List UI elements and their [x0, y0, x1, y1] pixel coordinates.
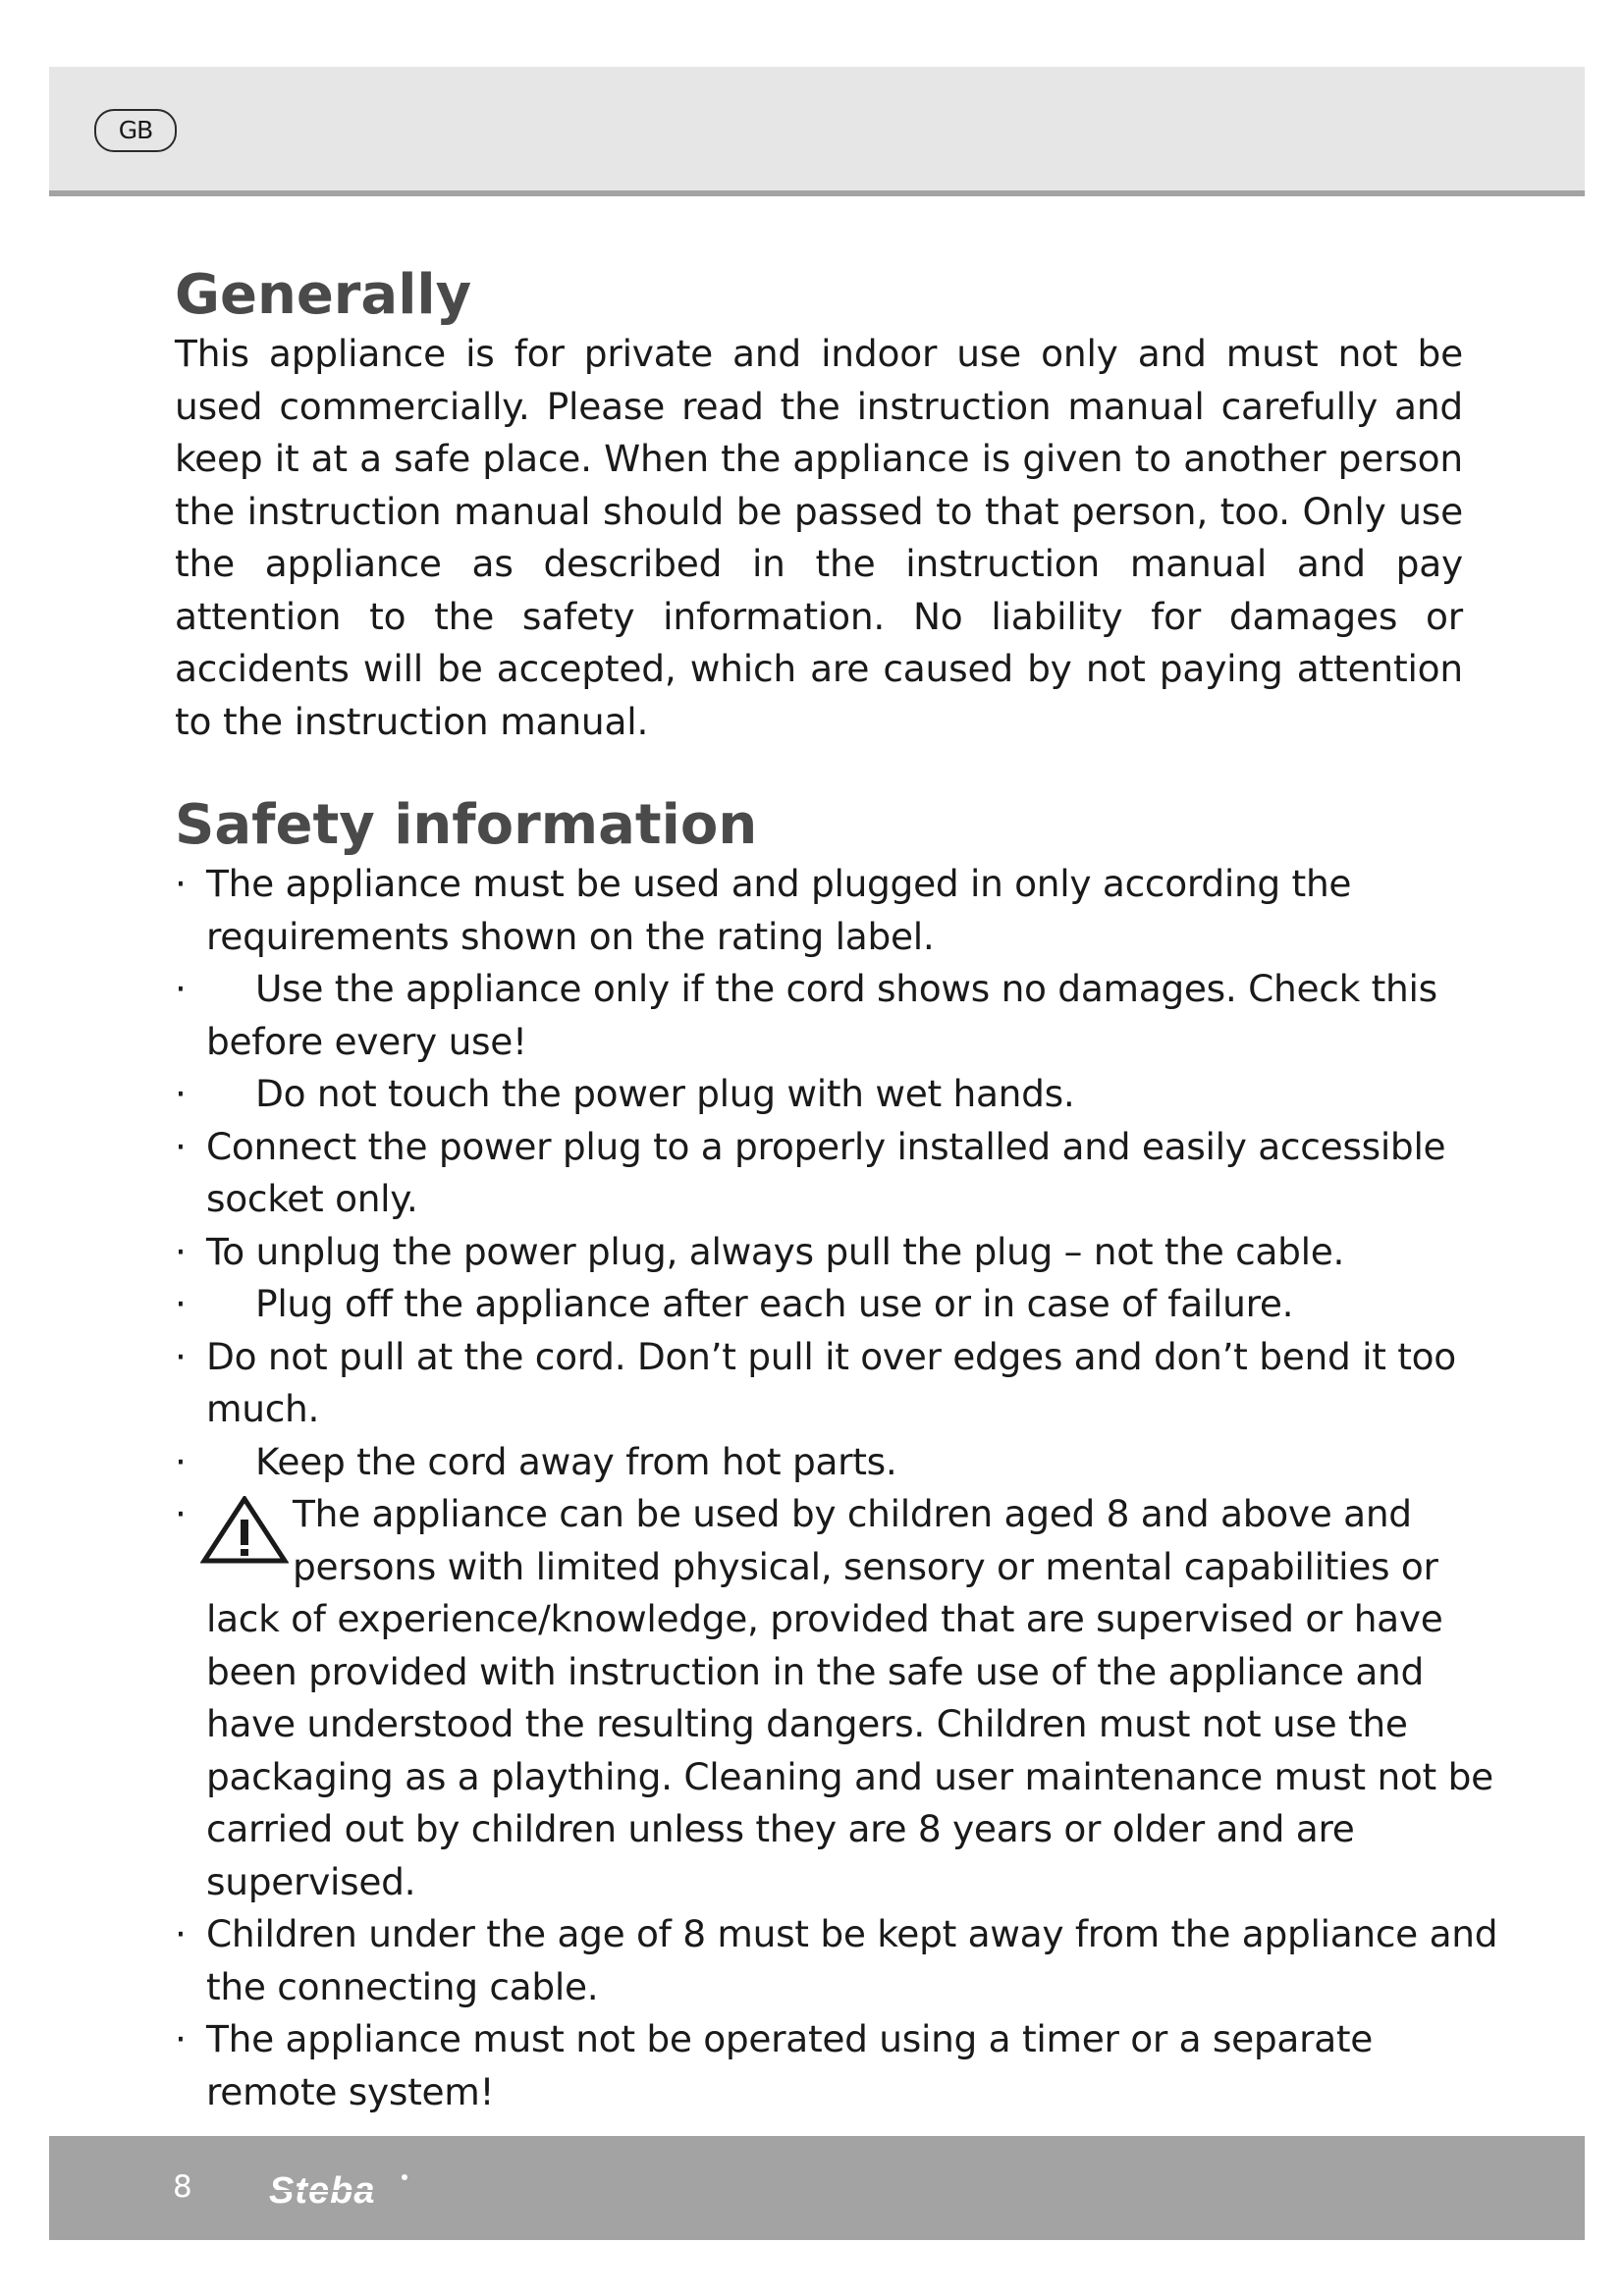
safety-item: [175, 1121, 1512, 1226]
safety-item-text: The appliance must be used and plugged in only according the requirements shown on the rating label.: [206, 862, 1352, 958]
safety-item-text: Use the appliance only if the cord shows no damages. Check this before every use!: [206, 967, 1437, 1063]
safety-item: [175, 1331, 1512, 1436]
safety-item-warning: [175, 1488, 1512, 1908]
safety-item: [175, 1436, 1512, 1489]
bullet-icon: ·: [175, 2017, 187, 2060]
generally-paragraph: This appliance is for private and indoor use only and must not be used commercially. Please read the instruction manual carefully and keep it at a safe place. When the appliance is given to another person the instruction manual should be passed to that person, too. Only use the appliance as described in the instruction manual and pay attention to the safety information. No liability for damages or accidents will be accepted, which are caused by not paying attention to the instruction manual.: [175, 332, 1463, 743]
safety-item-text: To unplug the power plug, always pull the plug – not the cable.: [206, 1229, 1345, 1273]
safety-item-text: Connect the power plug to a properly installed and easily accessible socket only.: [206, 1124, 1446, 1220]
safety-item-text: Do not touch the power plug with wet hands.: [255, 1072, 1075, 1115]
safety-item-text: The appliance can be used by children aged 8 and above and persons with limited physical, sensory or mental capabilities or lack of experience/knowledge, provided that are supervised or have been provided with instruction in the safe use of the appliance and have understood the resulting dangers. Children must not use the packaging as a plaything. Cleaning and user maintenance must not be carried out by children unless they are 8 years or older and are supervised.: [206, 1492, 1493, 1903]
generally-heading: Generally: [175, 263, 472, 327]
safety-item: [175, 963, 1512, 1068]
safety-item-text: Plug off the appliance after each use or in case of failure.: [255, 1282, 1294, 1325]
warning-icon: [200, 1496, 289, 1565]
safety-item-text: The appliance must not be operated using a timer or a separate remote system!: [206, 2017, 1374, 2113]
bullet-icon: ·: [175, 1492, 187, 1535]
bullet-icon: ·: [175, 1282, 187, 1325]
page-number: 8: [173, 2169, 192, 2205]
bullet-icon: ·: [175, 1439, 187, 1483]
safety-list: [175, 858, 1512, 2118]
bullet-icon: ·: [175, 967, 187, 1010]
bullet-icon: ·: [175, 1912, 187, 1955]
svg-text:Steba: Steba: [269, 2170, 376, 2212]
bullet-icon: ·: [175, 1229, 187, 1273]
safety-item-text: Keep the cord away from hot parts.: [255, 1439, 897, 1483]
safety-item: [175, 1278, 1512, 1331]
safety-item-text: Children under the age of 8 must be kept away from the appliance and the connecting cable.: [206, 1912, 1498, 2008]
safety-item: [175, 858, 1512, 963]
steba-logo: [259, 2165, 465, 2215]
language-badge: GB: [94, 109, 177, 152]
safety-item-text: Do not pull at the cord. Don’t pull it over edges and don’t bend it too much.: [206, 1334, 1456, 1430]
bullet-icon: ·: [175, 1072, 187, 1115]
safety-item: [175, 2013, 1512, 2118]
bullet-icon: ·: [175, 1124, 187, 1168]
bullet-icon: ·: [175, 1334, 187, 1378]
safety-item: [175, 1908, 1512, 2013]
page-content: [175, 263, 1498, 2118]
page-header: [49, 67, 1585, 196]
bullet-icon: ·: [175, 862, 187, 905]
page-footer: [49, 2136, 1585, 2240]
safety-heading: Safety information: [175, 793, 758, 857]
safety-item: [175, 1226, 1512, 1279]
safety-item: [175, 1068, 1512, 1121]
